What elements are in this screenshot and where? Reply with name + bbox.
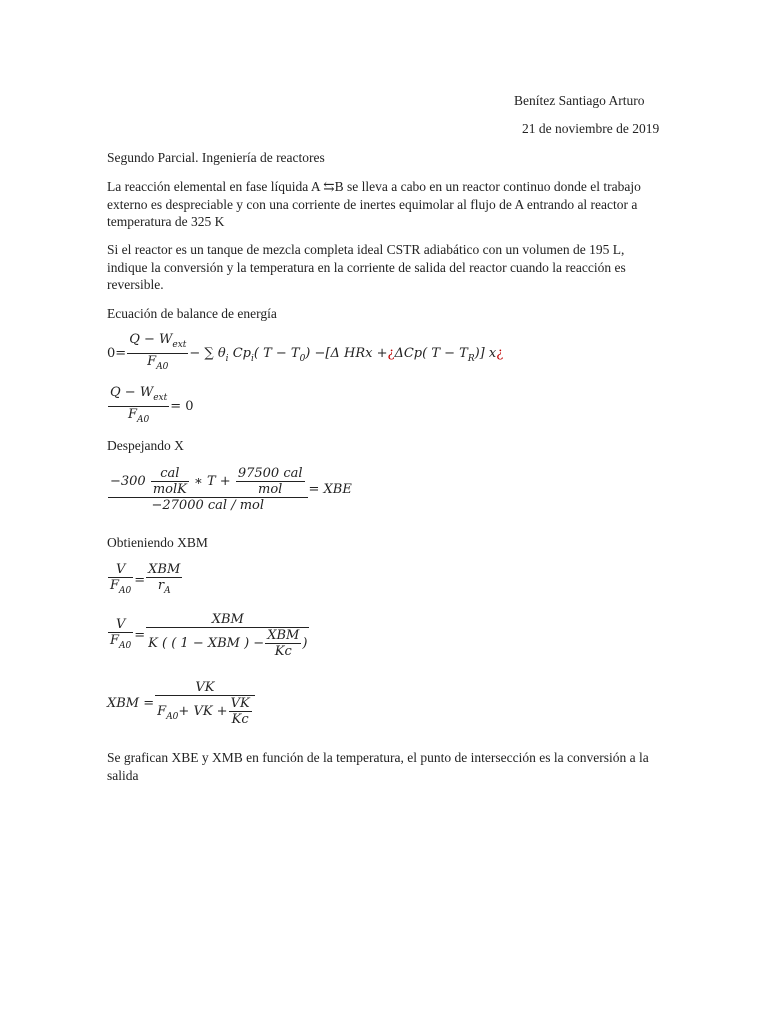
- eq4-l-den-sub: A0: [119, 586, 132, 596]
- eq3-frac2: [236, 466, 305, 497]
- eq6-den-f: F: [157, 704, 167, 719]
- eq3-coef: −300: [110, 474, 146, 489]
- eq1-cp2: ΔCp( T − T: [394, 346, 468, 361]
- document-date: 21 de noviembre de 2019: [522, 121, 660, 136]
- eq5-inner-den: Kc: [265, 643, 301, 659]
- eq1-theta-sub: i: [225, 354, 229, 364]
- eq6-num: VK: [195, 680, 215, 695]
- eq3-frac2-num: 97500 cal: [237, 466, 303, 481]
- eq1-den-sub: A0: [156, 362, 169, 372]
- eq3-mid: ∗ T +: [194, 474, 231, 489]
- eq1-cp-sub: i: [250, 354, 254, 364]
- energy-balance-equation: [107, 332, 503, 375]
- author-name: Benítez Santiago Arturo: [514, 93, 645, 108]
- eq6-lhs: XBM =: [107, 696, 155, 711]
- eq5-equals: =: [134, 628, 146, 643]
- xbm-solved-equation: [107, 680, 256, 727]
- eq6-inner-den: Kc: [229, 711, 252, 727]
- eq4-r-num: XBM: [148, 562, 181, 577]
- eq5-right-fraction: [146, 612, 309, 659]
- eq6-inner-fraction: [229, 696, 252, 727]
- eq3-frac1: [151, 466, 189, 497]
- eq6-fraction: [155, 680, 255, 727]
- eq4-l-num: V: [115, 562, 126, 577]
- eq4-equals: =: [134, 573, 146, 588]
- eq1-tr-sub: R: [467, 354, 475, 364]
- work-term-equation: [107, 385, 194, 428]
- eq5-l-num: V: [115, 617, 126, 632]
- eq5-l-den-sub: A0: [119, 641, 132, 651]
- eq4-r-den-sub: A: [164, 586, 171, 596]
- eq3-frac2-den: mol: [236, 481, 305, 497]
- eq1-sum: − ∑ θ: [189, 346, 226, 361]
- eq5-inner-num: XBM: [267, 628, 300, 643]
- eq1-den: F: [147, 354, 157, 369]
- section-energy-balance: Ecuación de balance de energía: [107, 306, 277, 321]
- conclusion-paragraph: Se grafican XBE y XMB en función de la temperatura, el punto de intersección es la conversión a la salida: [107, 750, 649, 783]
- eq2-num-sub: ext: [153, 393, 168, 403]
- section-obtain-xbm: Obtieniendo XBM: [107, 535, 208, 550]
- eq5-inner-fraction: [265, 628, 301, 659]
- xbm-rate-equation: [107, 612, 310, 659]
- eq5-r-den-post: ): [302, 636, 308, 651]
- xbm-design-equation: [107, 562, 183, 599]
- eq2-num: Q − W: [110, 385, 154, 400]
- eq3-den: −27000 cal / mol: [108, 497, 308, 513]
- eq4-right-fraction: [146, 562, 182, 599]
- eq1-fraction: [127, 332, 188, 375]
- eq4-r-den: r: [157, 578, 165, 593]
- problem-text-a: La reacción elemental en fase líquida A: [107, 179, 324, 194]
- problem-text-b: B se lleva a cabo en un reactor continuo donde el trabajo externo es despreciable y con una corriente de inertes equimolar al flujo de A entrando al reactor a temperatura de 325 K: [107, 179, 641, 229]
- eq2-den-sub: A0: [137, 415, 150, 425]
- eq1-end: )] x: [474, 346, 497, 361]
- eq3-frac1-num: cal: [160, 466, 180, 481]
- eq3-big-fraction: [108, 466, 308, 513]
- eq5-r-den-pre: K ( ( 1 − XBM ) −: [148, 636, 265, 651]
- eq1-equals: =: [115, 346, 127, 361]
- eq1-num: Q − W: [129, 332, 173, 347]
- eq5-r-num: XBM: [211, 612, 244, 627]
- eq6-den-mid: + VK +: [178, 704, 228, 719]
- eq1-cp: Cp: [228, 346, 251, 361]
- eq1-t0-sub: 0: [299, 354, 306, 364]
- section-solve-x: Despejando X: [107, 438, 184, 453]
- eq5-l-den: F: [110, 633, 120, 648]
- reversible-arrow-icon: ⇆: [323, 179, 335, 194]
- eq3-frac1-den: molK: [152, 482, 187, 497]
- eq6-inner-num: VK: [230, 696, 250, 711]
- problem-paragraph-2: Si el reactor es un tanque de mezcla completa ideal CSTR adiabático con un volumen de 195 L, indique la conversión y la temperatura en la corriente de salida del reactor cuando la reacción es reversible.: [107, 242, 626, 292]
- eq1-num-sub: ext: [172, 340, 187, 350]
- eq2-den: F: [127, 407, 137, 422]
- xbe-equation: [107, 466, 352, 513]
- eq1-missing-glyph-2: ¿: [496, 346, 504, 361]
- eq2-fraction: [108, 385, 169, 428]
- eq3-rhs: = XBE: [308, 482, 352, 497]
- eq1-lhs: 0: [107, 346, 116, 361]
- eq1-missing-glyph-1: ¿: [387, 346, 395, 361]
- eq1-paren-end: ) −[Δ HRx +: [305, 346, 388, 361]
- eq4-left-fraction: [108, 562, 133, 599]
- problem-paragraph-1: [107, 178, 662, 231]
- eq4-l-den: F: [110, 578, 120, 593]
- eq6-den-f-sub: A0: [166, 712, 179, 722]
- eq2-rhs: = 0: [170, 399, 194, 414]
- document-title: Segundo Parcial. Ingeniería de reactores: [107, 150, 325, 165]
- eq1-paren: ( T − T: [253, 346, 300, 361]
- eq5-left-fraction: [108, 617, 133, 654]
